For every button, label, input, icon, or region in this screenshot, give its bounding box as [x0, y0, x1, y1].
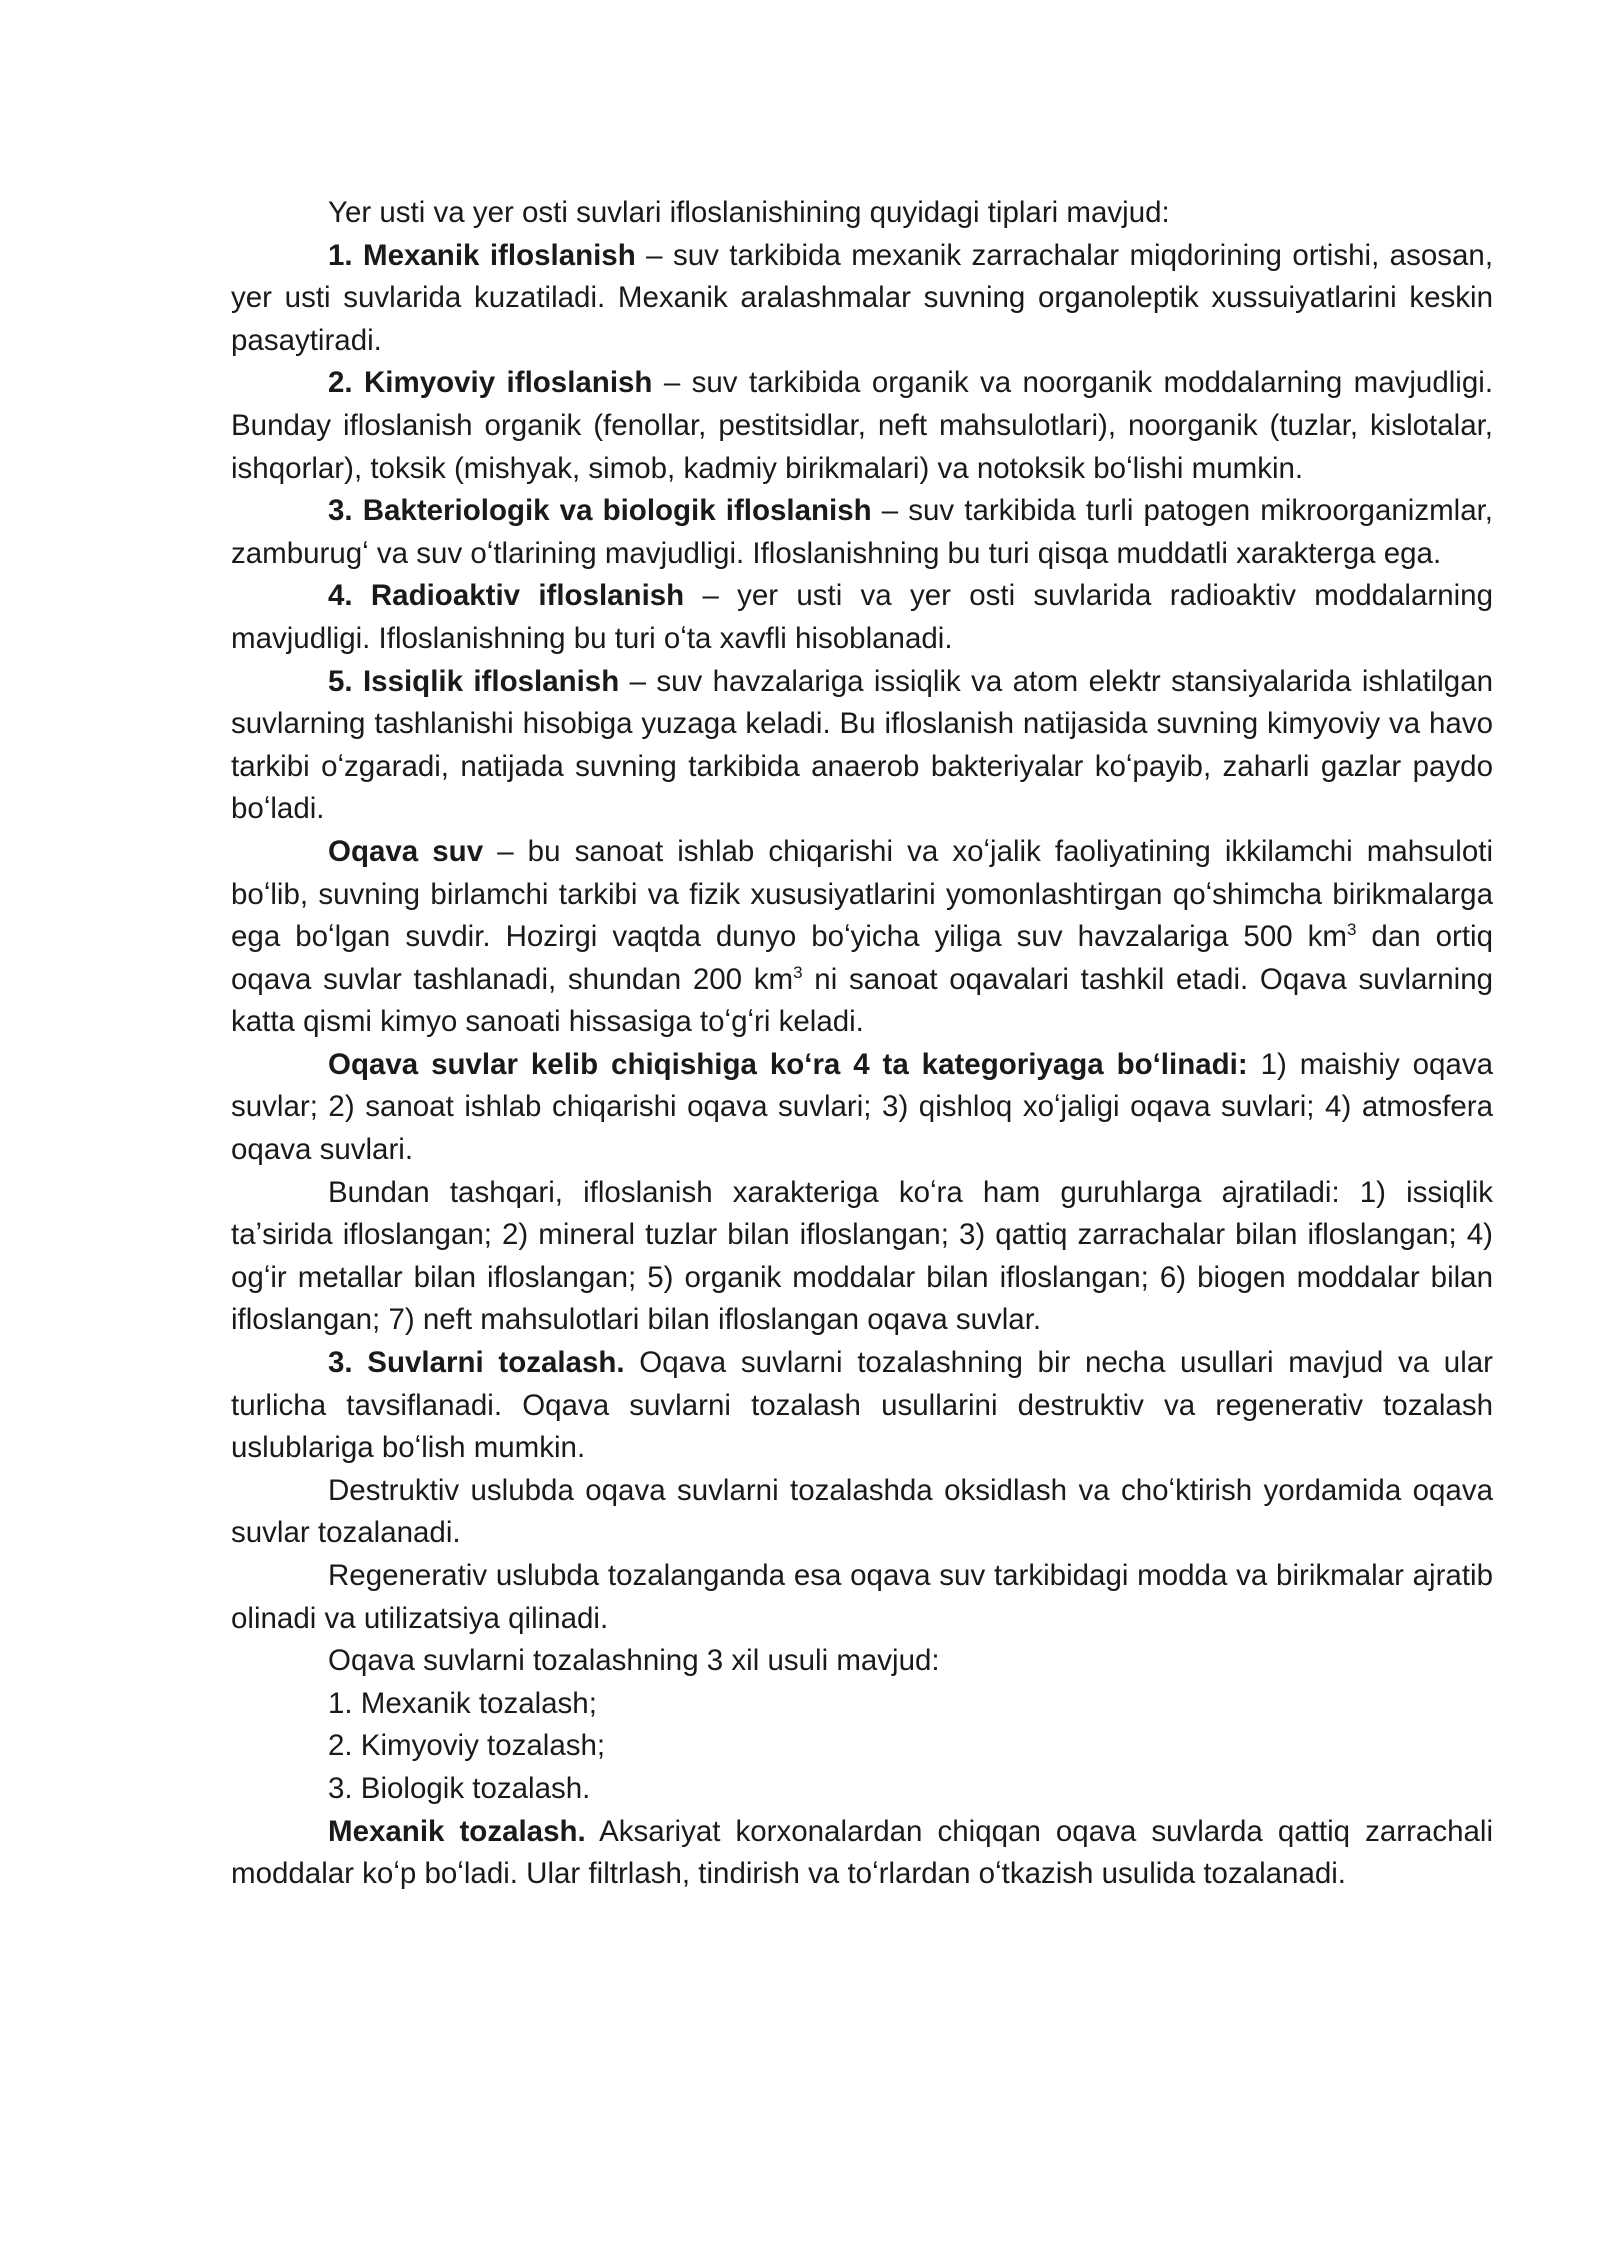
superscript: 3 — [1346, 920, 1357, 940]
intro-paragraph: Yer usti va yer osti suvlari ifloslanishining quyidagi tiplari mavjud: — [328, 196, 1170, 229]
term-heading: Oqava suvlar kelib chiqishiga koʻra 4 ta kategoriyaga boʻlinadi: — [328, 1047, 1248, 1081]
paragraph-chemical-pollution — [231, 362, 1493, 490]
paragraph-text: – suv havzalariga issiqlik va atom elektr stansiyalarida ishlatilgan suvlarning tashlanishi hisobiga yuzaga keladi. Bu ifloslanish natijasida suvning kimyoviy va havo tarkibi oʻzgaradi, natijada suvning tarkibida anaerob bakteriyalar koʻpayib, zaharli gazlar paydo boʻladi. — [231, 664, 1494, 826]
section-heading: 3. Suvlarni tozalash. — [328, 1346, 625, 1380]
paragraph-mechanical-cleaning — [231, 1811, 1493, 1896]
paragraph-text: Oqava suvlarni tozalashning bir necha usullari mavjud va ular turlicha tavsiflanadi. Oqava suvlarni tozalash usullarini destruktiv va regenerativ tozalash uslublariga boʻlish mumkin. — [231, 1346, 1493, 1465]
list-item: 1. Mexanik tozalash; — [328, 1686, 597, 1720]
paragraph-wastewater — [231, 831, 1493, 1044]
paragraph-text: – bu sanoat ishlab chiqarishi va xoʻjalik faoliyatining ikkilamchi mahsuloti boʻlib, suvning birlamchi tarkibi va fizik xususiyatlarini yomonlashtirgan qoʻshimcha birikmalarga ega boʻlgan suvdir. Hozirgi vaqtda dunyo boʻyicha yiliga suv havzalariga 500 km — [231, 834, 1494, 954]
paragraph-text: – suv tarkibida turli patogen mikroorganizmlar, zamburugʻ va suv oʻtlarining mavjudligi. Ifloslanishning bu turi qisqa muddatli xarakterga ega. — [231, 494, 1494, 570]
paragraph-categories — [231, 1044, 1493, 1172]
paragraph-regenerative: Regenerativ uslubda tozalanganda esa oqava suv tarkibidagi modda va birikmalar ajratib olinadi va utilizatsiya qilinadi. — [231, 1559, 1493, 1635]
paragraph-biological-pollution — [231, 490, 1493, 575]
list-item: 2. Kimyoviy tozalash; — [328, 1729, 606, 1763]
paragraph-groups: Bundan tashqari, ifloslanish xarakteriga koʻra ham guruhlarga ajratiladi: 1) issiqlik taʼsirida ifloslangan; 2) mineral tuzlar bilan ifloslangan; 3) qattiq zarrachalar bilan ifloslangan; 4) ogʻir metallar bilan ifloslangan; 5) organik moddalar bilan ifloslangan; 6) biogen moddalar bilan ifloslangan; 7) neft mahsulotlari bilan ifloslangan oqava suvlar. — [231, 1175, 1493, 1337]
list-item: 3. Biologik tozalash. — [328, 1771, 591, 1805]
term-heading: 5. Issiqlik ifloslanish — [328, 664, 620, 698]
term-heading: Oqava suv — [328, 834, 484, 868]
paragraph-text: – suv tarkibida mexanik zarrachalar miqdorining ortishi, asosan, yer usti suvlarida kuzatiladi. Mexanik aralashmalar suvning organoleptik xussuiyatlarini keskin pasaytiradi. — [231, 238, 1494, 357]
paragraph-text: dan ortiq oqava suvlar tashlanadi, shundan 200 km — [231, 920, 1493, 996]
paragraph-radioactive-pollution — [231, 575, 1493, 660]
term-heading: Mexanik tozalash. — [328, 1814, 586, 1848]
term-heading: 3. Bakteriologik va biologik ifloslanish — [328, 494, 872, 528]
paragraph-water-cleaning — [231, 1342, 1493, 1470]
paragraph-text: ni sanoat oqavalari tashkil etadi. Oqava suvlarning katta qismi kimyo sanoati hissasiga toʻgʻri keladi. — [231, 962, 1494, 1039]
paragraph-text: 1) maishiy oqava suvlar; 2) sanoat ishlab chiqarishi oqava suvlari; 3) qishloq xoʻjaligi oqava suvlari; 4) atmosfera oqava suvlari. — [231, 1047, 1493, 1167]
paragraph-methods-intro: Oqava suvlarni tozalashning 3 xil usuli mavjud: — [328, 1644, 940, 1678]
paragraph-text: – yer usti va yer osti suvlarida radioaktiv moddalarning mavjudligi. Ifloslanishning bu turi oʻta xavfli hisoblanadi. — [231, 579, 1493, 655]
term-heading: 1. Mexanik ifloslanish — [328, 238, 636, 272]
paragraph-destructive: Destruktiv uslubda oqava suvlarni tozalashda oksidlash va choʻktirish yordamida oqava suvlar tozalanadi. — [231, 1473, 1493, 1550]
paragraph-thermal-pollution — [231, 661, 1493, 831]
paragraph-text: – suv tarkibida organik va noorganik moddalarning mavjudligi. Bunday ifloslanish organik (fenollar, pestitsidlar, neft mahsulotlari), noorganik (tuzlar, kislotalar, ishqorlar), toksik (mishyak, simob, kadmiy birikmalari) va notoksik boʻlishi mumkin. — [231, 366, 1494, 485]
paragraph-mechanical-pollution — [231, 235, 1493, 363]
document-page — [231, 192, 1493, 1896]
superscript: 3 — [793, 962, 803, 982]
term-heading: 2. Kimyoviy ifloslanish — [328, 366, 653, 400]
paragraph-text: Aksariyat korxonalardan chiqqan oqava suvlarda qattiq zarrachali moddalar koʻp boʻladi. Ular filtrlash, tindirish va toʻrlardan oʻtkazish usulida tozalanadi. — [231, 1814, 1493, 1891]
term-heading: 4. Radioaktiv ifloslanish — [328, 579, 685, 613]
